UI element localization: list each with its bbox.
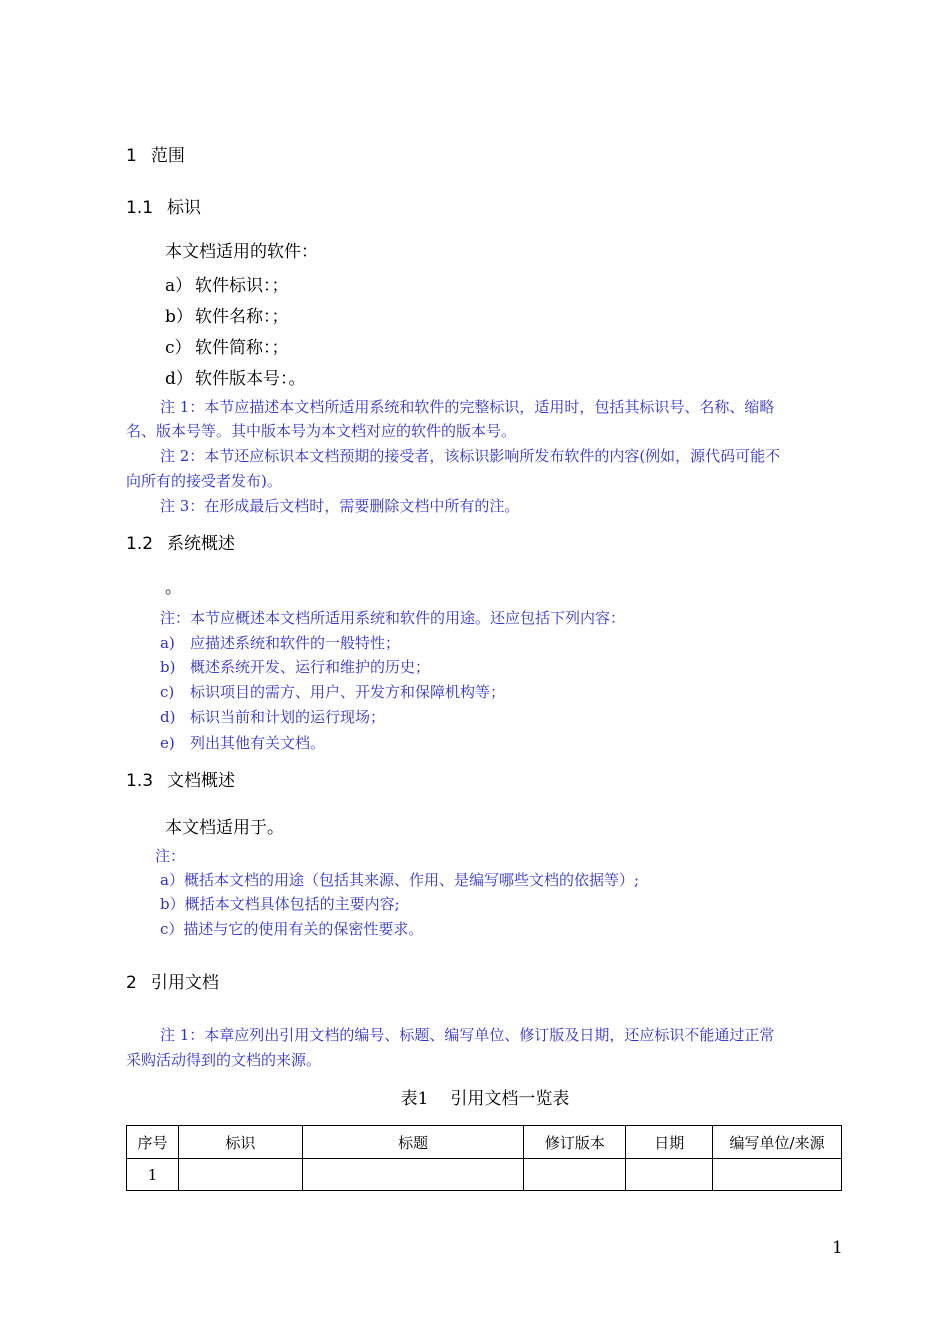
table-cell: 1 [127, 1159, 179, 1191]
table-cell [524, 1159, 626, 1191]
note-text: 注 3：在形成最后文档时，需要删除文档中所有的注。 [160, 497, 520, 515]
note-text: 注 1：本章应列出引用文档的编号、标题、编写单位、修订版及日期，还应标识不能通过正常 [160, 1026, 775, 1044]
list-item: a）概括本文档的用途（包括其来源、作用、是编写哪些文档的依据等）; [160, 871, 639, 889]
table-caption-title: 引用文档一览表 [450, 1089, 570, 1109]
system-overview-body: 。 [165, 578, 182, 598]
heading-title: 范围 [150, 146, 185, 166]
note-text: 名、版本号等。其中版本号为本文档对应的软件的版本号。 [126, 422, 517, 440]
table-header-cell: 标识 [178, 1126, 302, 1159]
document-overview-body: 本文档适用于。 [165, 818, 284, 838]
table-header-row [127, 1126, 842, 1159]
note-text: 注： [155, 847, 186, 865]
table-caption-number: 表1 [400, 1089, 429, 1109]
heading-system-overview [126, 529, 235, 554]
identification-intro: 本文档适用的软件： [165, 242, 318, 262]
heading-number: 2 [126, 973, 137, 993]
heading-number: 1.2 [126, 534, 154, 554]
note-text: 注 2：本节还应标识本文档预期的接受者，该标识影响所发布软件的内容(例如，源代码可能不 [160, 447, 781, 465]
list-item: b）概括本文档具体包括的主要内容; [160, 895, 400, 913]
table-cell [713, 1159, 842, 1191]
table-caption [0, 1084, 950, 1109]
heading-title: 标识 [167, 198, 202, 218]
table-header-cell: 标题 [302, 1126, 524, 1159]
heading-title: 引用文档 [150, 973, 219, 993]
list-item: e) 列出其他有关文档。 [160, 734, 326, 752]
list-item: c）描述与它的使用有关的保密性要求。 [160, 920, 424, 938]
table-header-cell: 序号 [127, 1126, 179, 1159]
list-item: d) 标识当前和计划的运行现场； [160, 708, 386, 726]
heading-document-overview [126, 766, 235, 791]
table-header-cell: 编写单位/来源 [713, 1126, 842, 1159]
table-cell [626, 1159, 713, 1191]
heading-number: 1 [126, 146, 137, 166]
list-item: b) 概述系统开发、运行和维护的历史； [160, 658, 431, 676]
list-item: a) 应描述系统和软件的一般特性； [160, 634, 401, 652]
note-text: 向所有的接受者发布)。 [126, 472, 282, 490]
heading-identification [126, 193, 201, 218]
list-item: d） 软件版本号：。 [165, 369, 306, 389]
list-item: c) 标识项目的需方、用户、开发方和保障机构等； [160, 683, 506, 701]
table-header-cell: 修订版本 [524, 1126, 626, 1159]
page-number: 1 [832, 1238, 843, 1258]
heading-title: 文档概述 [167, 771, 236, 791]
heading-number: 1.1 [126, 198, 154, 218]
table-header-cell: 日期 [626, 1126, 713, 1159]
list-item: a） 软件标识：； [165, 276, 289, 296]
table-row [127, 1159, 842, 1191]
heading-title: 系统概述 [167, 534, 236, 554]
note-text: 采购活动得到的文档的来源。 [126, 1051, 322, 1069]
heading-scope [126, 141, 185, 166]
list-item: b） 软件名称：； [165, 307, 289, 327]
heading-referenced-documents [126, 968, 219, 993]
note-text: 注：本节应概述本文档所适用系统和软件的用途。还应包括下列内容： [160, 609, 626, 627]
referenced-documents-table [126, 1125, 842, 1191]
note-text: 注 1：本节应描述本文档所适用系统和软件的完整标识，适用时，包括其标识号、名称、缩略 [160, 398, 775, 416]
table-cell [178, 1159, 302, 1191]
heading-number: 1.3 [126, 771, 154, 791]
list-item: c） 软件简称：； [165, 338, 289, 358]
table-cell [302, 1159, 524, 1191]
